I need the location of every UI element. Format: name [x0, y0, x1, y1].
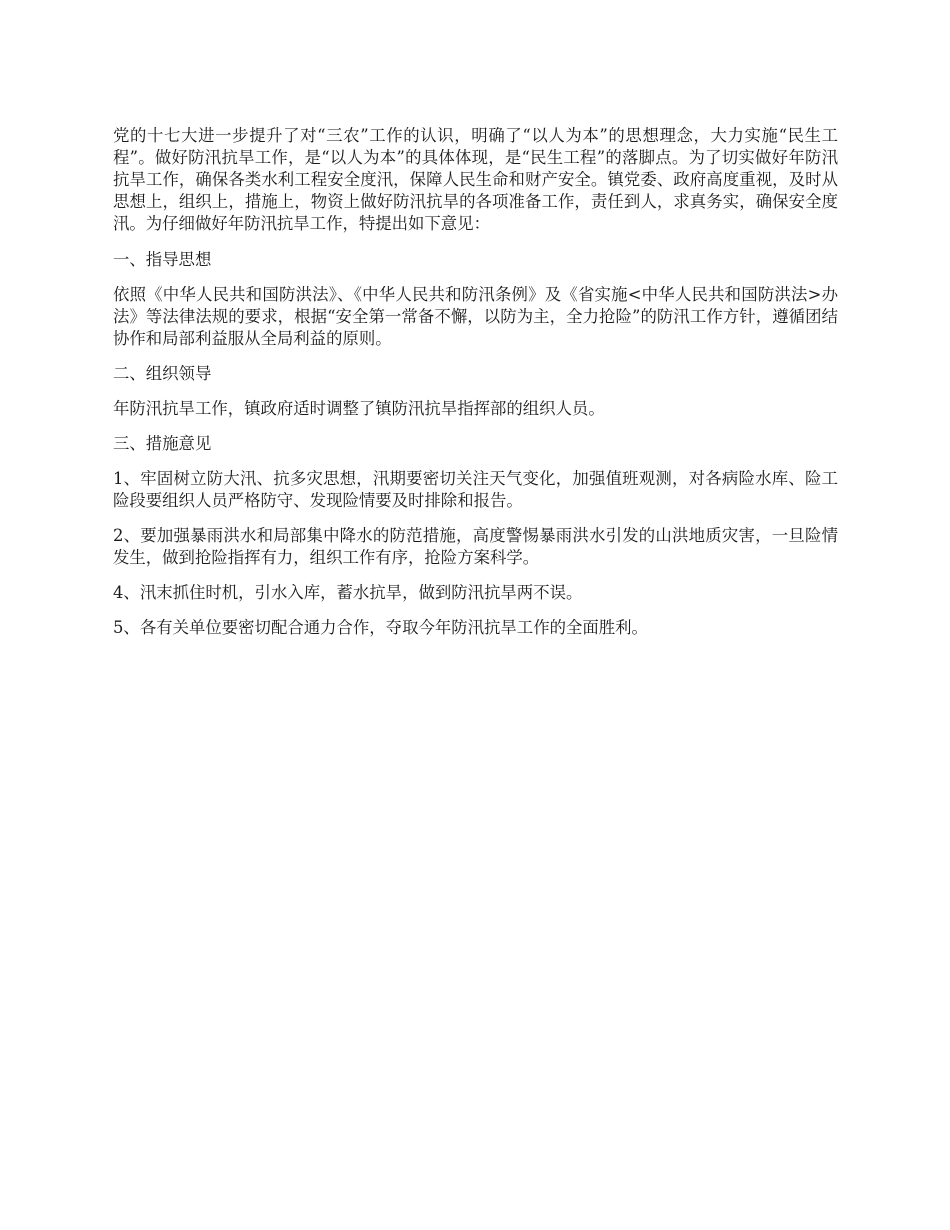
measure-item: 1、牢固树立防大汛、抗多灾思想，汛期要密切关注天气变化，加强值班观测，对各病险水库、险工险段要组织人员严格防守、发现险情要及时排除和报告。 [113, 469, 838, 510]
section-heading-organization: 二、组织领导 [113, 364, 212, 383]
intro-paragraph: 党的十七大进一步提升了对“三农”工作的认识，明确了“以人为本”的思想理念，大力实施“民生工程”。做好防汛抗旱工作，是“以人为本”的具体体现，是“民生工程”的落脚点。为了切实做好年防汛抗旱工作，确保各类水利工程安全度汛，保障人民生命和财产安全。镇党委、政府高度重视，及时从思想上，组织上，措施上，物资上做好防汛抗旱的各项准备工作，责任到人，求真务实，确保安全度汛。为仔细做好年防汛抗旱工作，特提出如下意见： [113, 126, 838, 233]
measure-item: 5、各有关单位要密切配合通力合作，夺取今年防汛抗旱工作的全面胜利。 [113, 618, 648, 637]
measure-item: 4、汛末抓住时机，引水入库，蓄水抗旱，做到防汛抗旱两不误。 [113, 583, 583, 602]
section-heading-measures: 三、措施意见 [113, 434, 212, 453]
section-paragraph-guiding-thought: 依照《中华人民共和国防洪法》、《中华人民共和防汛条例》及《省实施<中华人民共和国防洪法>办法》等法律法规的要求，根据“安全第一常备不懈，以防为主，全力抢险”的防汛工作方针，遵循团结协作和局部利益服从全局利益的原则。 [113, 285, 838, 348]
section-paragraph-organization: 年防汛抗旱工作，镇政府适时调整了镇防汛抗旱指挥部的组织人员。 [113, 399, 605, 418]
document-body [113, 125, 838, 652]
measure-item: 2、要加强暴雨洪水和局部集中降水的防范措施，高度警惕暴雨洪水引发的山洪地质灾害，一旦险情发生，做到抢险指挥有力，组织工作有序，抢险方案科学。 [113, 526, 838, 567]
section-heading-guiding-thought: 一、指导思想 [113, 250, 212, 269]
